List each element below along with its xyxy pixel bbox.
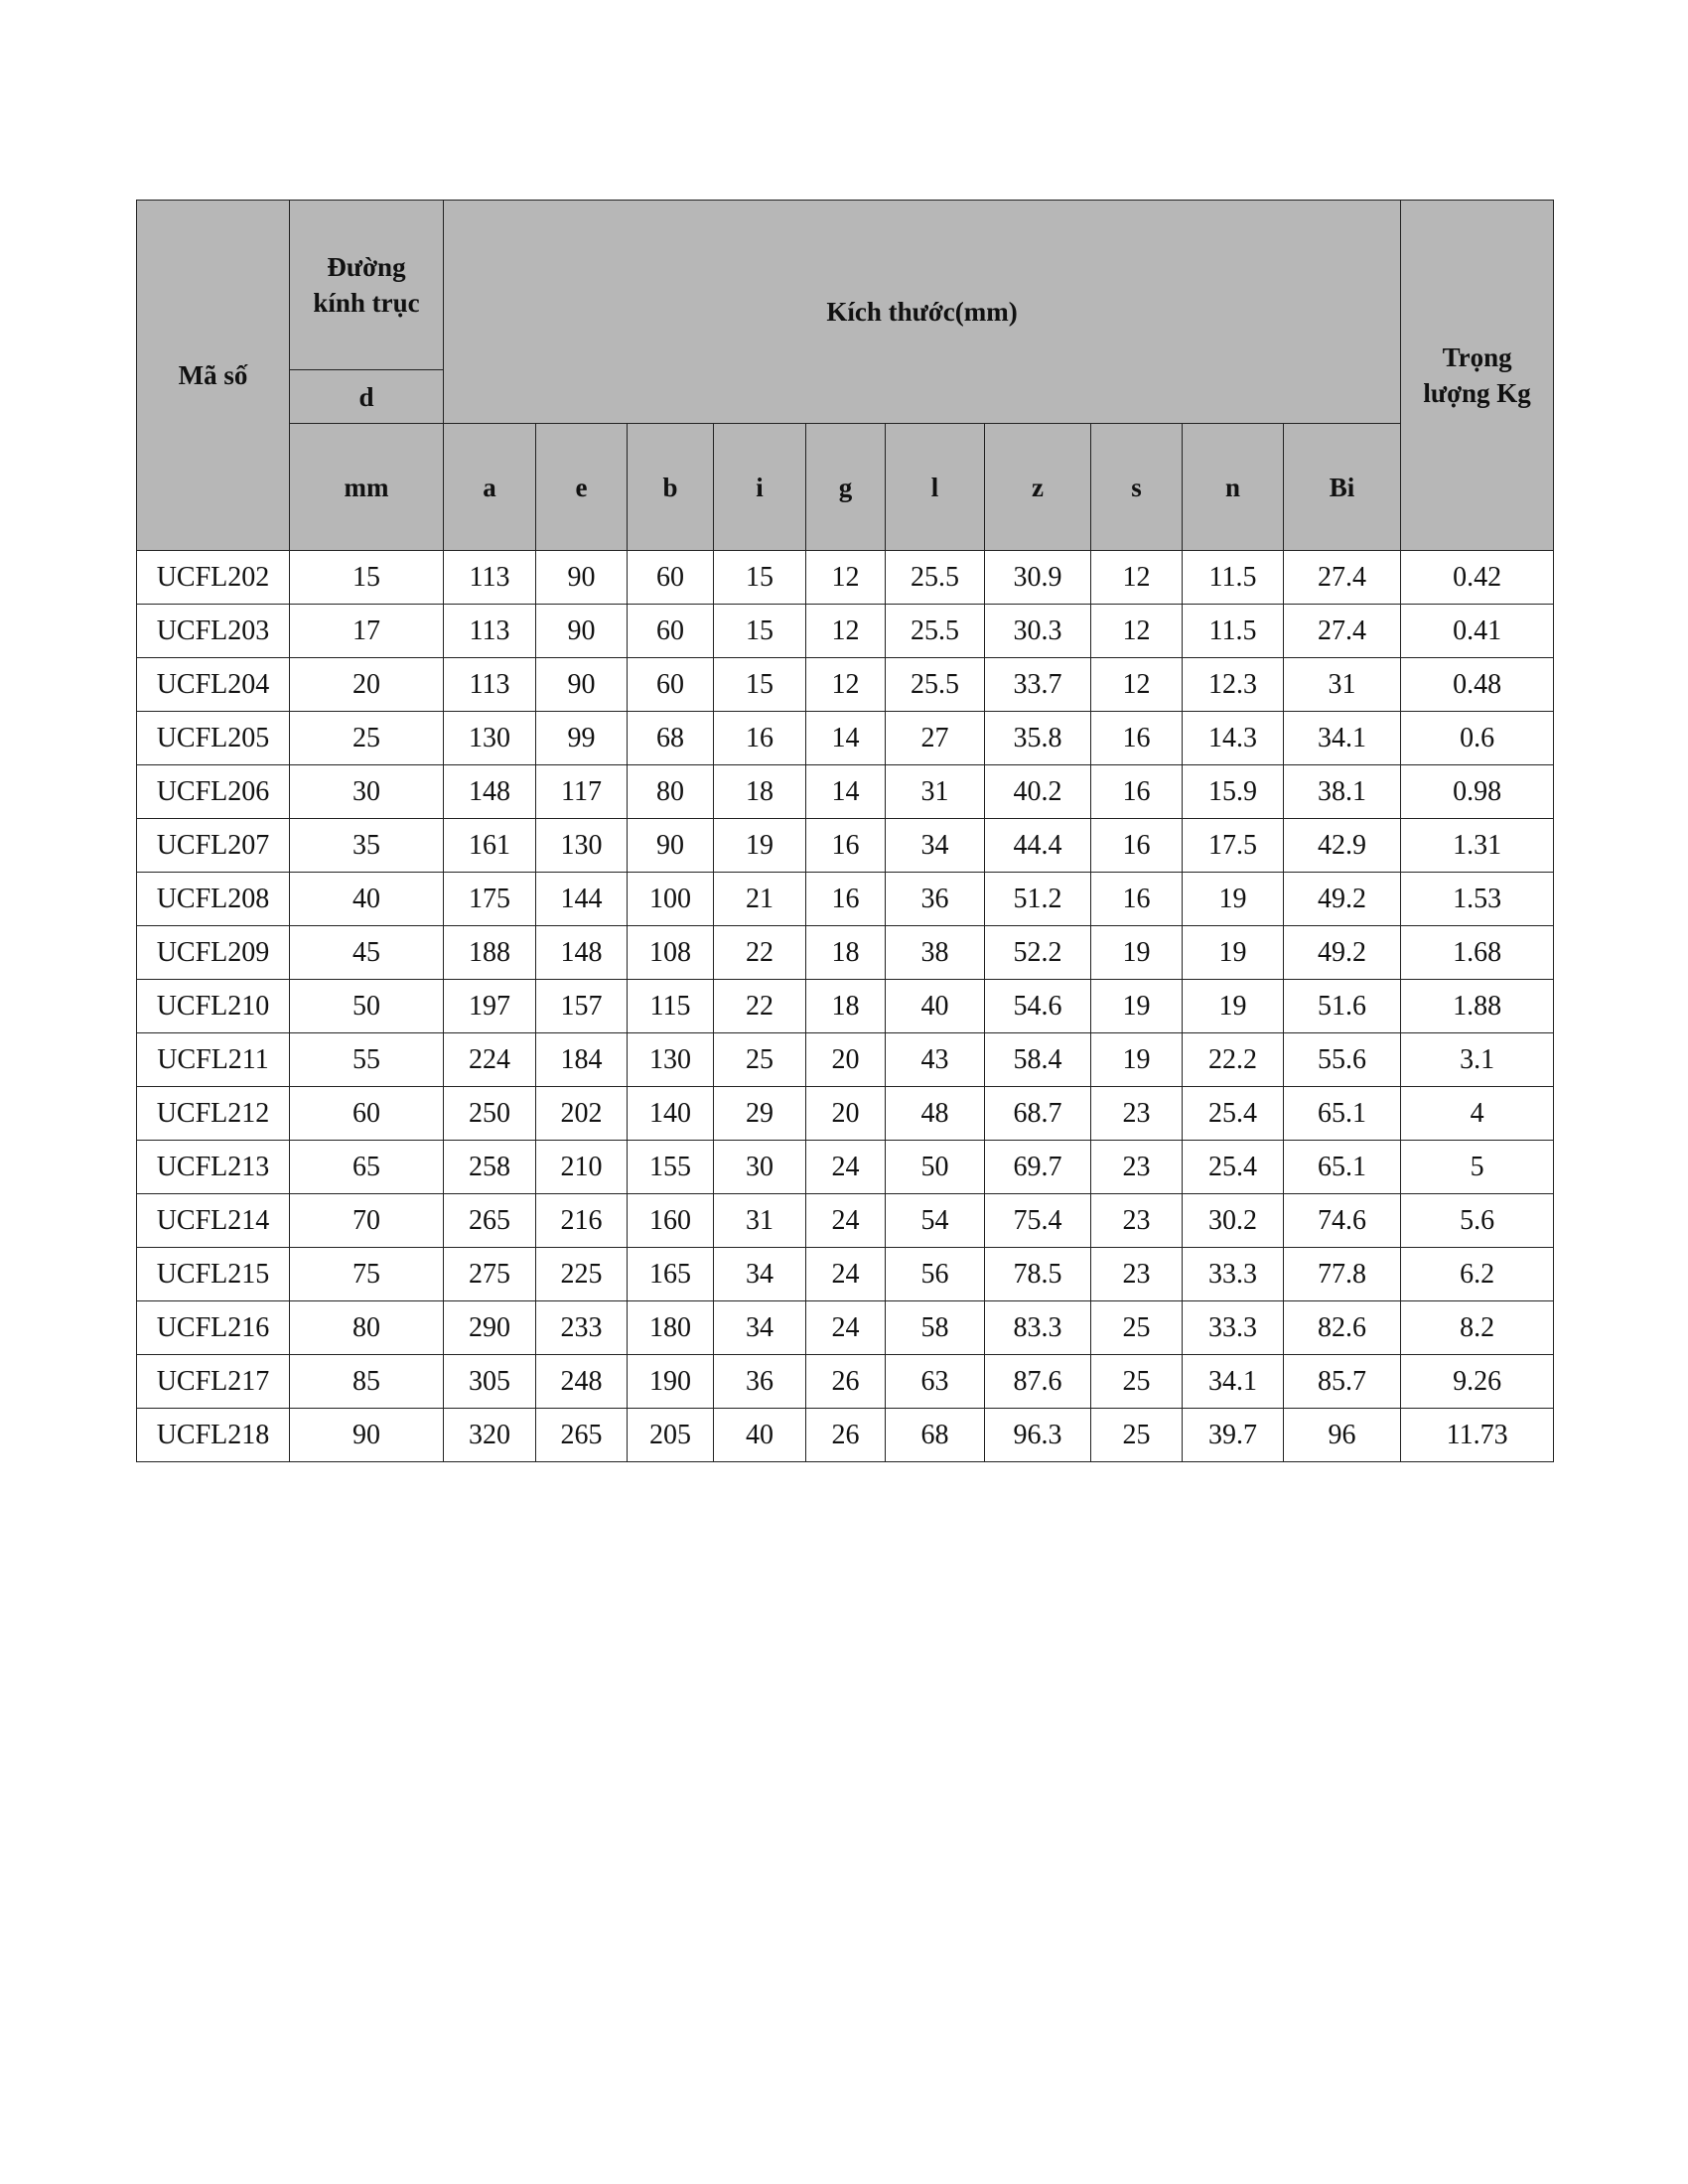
table-row: [137, 980, 1554, 1033]
table-row: [137, 605, 1554, 658]
table-cell: 157: [536, 980, 628, 1033]
cell-code: UCFL212: [137, 1087, 290, 1141]
cell-code: UCFL214: [137, 1194, 290, 1248]
table-cell: 33.3: [1183, 1248, 1284, 1301]
table-cell: 85: [290, 1355, 444, 1409]
table-cell: 30.9: [985, 551, 1091, 605]
table-cell: 68.7: [985, 1087, 1091, 1141]
table-row: [137, 926, 1554, 980]
table-cell: 31: [714, 1194, 806, 1248]
table-cell: 24: [806, 1248, 886, 1301]
table-cell: 50: [290, 980, 444, 1033]
table-cell: 35.8: [985, 712, 1091, 765]
table-cell: 155: [628, 1141, 714, 1194]
table-cell: 248: [536, 1355, 628, 1409]
cell-code: UCFL208: [137, 873, 290, 926]
table-cell: 96: [1284, 1409, 1401, 1462]
table-cell: 233: [536, 1301, 628, 1355]
table-cell: 25: [1091, 1409, 1183, 1462]
table-cell: 19: [1183, 873, 1284, 926]
header-shaft-diameter: [290, 201, 444, 370]
table-cell: 258: [444, 1141, 536, 1194]
table-cell: 49.2: [1284, 873, 1401, 926]
table-cell: 34.1: [1183, 1355, 1284, 1409]
table-cell: 12: [1091, 551, 1183, 605]
table-cell: 19: [1091, 1033, 1183, 1087]
table-cell: 36: [886, 873, 985, 926]
table-cell: 23: [1091, 1087, 1183, 1141]
table-cell: 22: [714, 980, 806, 1033]
table-cell: 216: [536, 1194, 628, 1248]
table-cell: 250: [444, 1087, 536, 1141]
table-cell: 113: [444, 605, 536, 658]
table-cell: 60: [628, 658, 714, 712]
table-cell: 34: [886, 819, 985, 873]
cell-code: UCFL209: [137, 926, 290, 980]
table-cell: 45: [290, 926, 444, 980]
table-cell: 11.73: [1401, 1409, 1554, 1462]
table-cell: 35: [290, 819, 444, 873]
header-col-z: z: [985, 424, 1091, 551]
table-cell: 130: [444, 712, 536, 765]
table-cell: 16: [1091, 873, 1183, 926]
table-cell: 1.88: [1401, 980, 1554, 1033]
table-cell: 60: [628, 605, 714, 658]
table-cell: 60: [290, 1087, 444, 1141]
bearing-spec-table: [136, 200, 1554, 1462]
header-weight-line1: Trọng: [1442, 342, 1512, 372]
table-cell: 90: [536, 658, 628, 712]
table-cell: 0.42: [1401, 551, 1554, 605]
cell-code: UCFL206: [137, 765, 290, 819]
table-cell: 27.4: [1284, 605, 1401, 658]
table-cell: 16: [1091, 819, 1183, 873]
table-cell: 265: [444, 1194, 536, 1248]
cell-code: UCFL216: [137, 1301, 290, 1355]
table-cell: 77.8: [1284, 1248, 1401, 1301]
table-cell: 82.6: [1284, 1301, 1401, 1355]
header-col-a: a: [444, 424, 536, 551]
cell-code: UCFL204: [137, 658, 290, 712]
table-cell: 1.68: [1401, 926, 1554, 980]
table-cell: 17.5: [1183, 819, 1284, 873]
table-cell: 18: [806, 926, 886, 980]
table-cell: 175: [444, 873, 536, 926]
table-cell: 55: [290, 1033, 444, 1087]
table-cell: 1.31: [1401, 819, 1554, 873]
table-cell: 184: [536, 1033, 628, 1087]
table-cell: 117: [536, 765, 628, 819]
table-cell: 68: [886, 1409, 985, 1462]
table-row: [137, 765, 1554, 819]
table-cell: 14.3: [1183, 712, 1284, 765]
table-cell: 19: [1183, 926, 1284, 980]
table-cell: 190: [628, 1355, 714, 1409]
table-cell: 11.5: [1183, 551, 1284, 605]
table-cell: 16: [1091, 765, 1183, 819]
table-cell: 23: [1091, 1248, 1183, 1301]
table-cell: 8.2: [1401, 1301, 1554, 1355]
table-cell: 144: [536, 873, 628, 926]
header-col-b: b: [628, 424, 714, 551]
header-col-n: n: [1183, 424, 1284, 551]
header-shaft-symbol: d: [290, 370, 444, 424]
table-cell: 130: [628, 1033, 714, 1087]
table-cell: 12: [1091, 605, 1183, 658]
table-cell: 40: [290, 873, 444, 926]
table-cell: 27: [886, 712, 985, 765]
table-cell: 180: [628, 1301, 714, 1355]
table-cell: 1.53: [1401, 873, 1554, 926]
table-cell: 25.5: [886, 658, 985, 712]
table-cell: 290: [444, 1301, 536, 1355]
table-row: [137, 819, 1554, 873]
cell-code: UCFL207: [137, 819, 290, 873]
cell-code: UCFL217: [137, 1355, 290, 1409]
table-cell: 115: [628, 980, 714, 1033]
table-cell: 24: [806, 1141, 886, 1194]
table-cell: 113: [444, 658, 536, 712]
table-cell: 99: [536, 712, 628, 765]
table-cell: 0.6: [1401, 712, 1554, 765]
table-cell: 22: [714, 926, 806, 980]
table-row: [137, 1087, 1554, 1141]
table-cell: 6.2: [1401, 1248, 1554, 1301]
table-cell: 20: [806, 1087, 886, 1141]
table-cell: 197: [444, 980, 536, 1033]
table-cell: 108: [628, 926, 714, 980]
table-cell: 38: [886, 926, 985, 980]
table-cell: 54: [886, 1194, 985, 1248]
table-row: [137, 1409, 1554, 1462]
table-cell: 68: [628, 712, 714, 765]
table-cell: 25: [1091, 1355, 1183, 1409]
table-cell: 3.1: [1401, 1033, 1554, 1087]
table-cell: 265: [536, 1409, 628, 1462]
table-cell: 90: [628, 819, 714, 873]
table-cell: 16: [806, 873, 886, 926]
table-cell: 69.7: [985, 1141, 1091, 1194]
header-dimensions: Kích thước(mm): [444, 201, 1401, 424]
table-row: [137, 1355, 1554, 1409]
table-cell: 12: [806, 658, 886, 712]
header-col-e: e: [536, 424, 628, 551]
cell-code: UCFL202: [137, 551, 290, 605]
table-cell: 25: [714, 1033, 806, 1087]
cell-code: UCFL213: [137, 1141, 290, 1194]
table-cell: 19: [1183, 980, 1284, 1033]
table-row: [137, 1248, 1554, 1301]
table-cell: 14: [806, 712, 886, 765]
table-cell: 0.41: [1401, 605, 1554, 658]
table-cell: 42.9: [1284, 819, 1401, 873]
cell-code: UCFL210: [137, 980, 290, 1033]
table-cell: 16: [714, 712, 806, 765]
table-cell: 34: [714, 1301, 806, 1355]
table-cell: 54.6: [985, 980, 1091, 1033]
table-cell: 25: [1091, 1301, 1183, 1355]
table-cell: 205: [628, 1409, 714, 1462]
table-cell: 27.4: [1284, 551, 1401, 605]
table-row: [137, 873, 1554, 926]
table-cell: 225: [536, 1248, 628, 1301]
table-cell: 16: [806, 819, 886, 873]
table-cell: 51.6: [1284, 980, 1401, 1033]
table-cell: 16: [1091, 712, 1183, 765]
table-cell: 305: [444, 1355, 536, 1409]
cell-code: UCFL203: [137, 605, 290, 658]
table-cell: 165: [628, 1248, 714, 1301]
table-cell: 18: [714, 765, 806, 819]
table-cell: 31: [1284, 658, 1401, 712]
table-cell: 320: [444, 1409, 536, 1462]
table-cell: 15: [714, 658, 806, 712]
table-cell: 80: [290, 1301, 444, 1355]
header-col-bi: Bi: [1284, 424, 1401, 551]
table-cell: 30.3: [985, 605, 1091, 658]
table-cell: 60: [628, 551, 714, 605]
header-unit: mm: [290, 424, 444, 551]
table-cell: 65.1: [1284, 1087, 1401, 1141]
table-cell: 83.3: [985, 1301, 1091, 1355]
table-cell: 15: [714, 551, 806, 605]
table-cell: 23: [1091, 1141, 1183, 1194]
table-cell: 43: [886, 1033, 985, 1087]
table-cell: 140: [628, 1087, 714, 1141]
table-cell: 50: [886, 1141, 985, 1194]
table-cell: 33.3: [1183, 1301, 1284, 1355]
table-cell: 18: [806, 980, 886, 1033]
table-cell: 275: [444, 1248, 536, 1301]
table-cell: 58.4: [985, 1033, 1091, 1087]
table-cell: 12: [806, 551, 886, 605]
header-weight: [1401, 201, 1554, 551]
header-code: Mã số: [137, 201, 290, 551]
table-cell: 21: [714, 873, 806, 926]
table-cell: 24: [806, 1301, 886, 1355]
table-cell: 65.1: [1284, 1141, 1401, 1194]
table-cell: 58: [886, 1301, 985, 1355]
table-cell: 5.6: [1401, 1194, 1554, 1248]
table-cell: 51.2: [985, 873, 1091, 926]
table-row: [137, 551, 1554, 605]
table-cell: 29: [714, 1087, 806, 1141]
table-cell: 55.6: [1284, 1033, 1401, 1087]
table-cell: 113: [444, 551, 536, 605]
header-shaft-line1: Đường: [327, 252, 406, 282]
table-cell: 44.4: [985, 819, 1091, 873]
table-cell: 19: [1091, 980, 1183, 1033]
table-cell: 0.48: [1401, 658, 1554, 712]
table-row: [137, 1301, 1554, 1355]
header-col-g: g: [806, 424, 886, 551]
table-cell: 40: [886, 980, 985, 1033]
table-cell: 38.1: [1284, 765, 1401, 819]
table-cell: 15: [714, 605, 806, 658]
header-weight-line2: lượng Kg: [1423, 378, 1531, 408]
table-cell: 75: [290, 1248, 444, 1301]
table-row: [137, 1033, 1554, 1087]
table-cell: 20: [290, 658, 444, 712]
table-cell: 12.3: [1183, 658, 1284, 712]
table-row: [137, 1194, 1554, 1248]
table-cell: 100: [628, 873, 714, 926]
table-row: [137, 1141, 1554, 1194]
table-cell: 25.4: [1183, 1087, 1284, 1141]
cell-code: UCFL218: [137, 1409, 290, 1462]
table-cell: 36: [714, 1355, 806, 1409]
header-col-l: l: [886, 424, 985, 551]
header-col-i: i: [714, 424, 806, 551]
table-cell: 56: [886, 1248, 985, 1301]
table-cell: 65: [290, 1141, 444, 1194]
table-cell: 87.6: [985, 1355, 1091, 1409]
cell-code: UCFL215: [137, 1248, 290, 1301]
table-cell: 148: [536, 926, 628, 980]
table-cell: 39.7: [1183, 1409, 1284, 1462]
table-cell: 33.7: [985, 658, 1091, 712]
table-cell: 90: [290, 1409, 444, 1462]
table-cell: 11.5: [1183, 605, 1284, 658]
table-row: [137, 658, 1554, 712]
table-cell: 224: [444, 1033, 536, 1087]
table-cell: 202: [536, 1087, 628, 1141]
table-cell: 30: [290, 765, 444, 819]
table-cell: 0.98: [1401, 765, 1554, 819]
table-cell: 130: [536, 819, 628, 873]
header-shaft-line2: kính trục: [313, 288, 420, 318]
table-cell: 5: [1401, 1141, 1554, 1194]
cell-code: UCFL211: [137, 1033, 290, 1087]
table-cell: 70: [290, 1194, 444, 1248]
table-cell: 23: [1091, 1194, 1183, 1248]
table-cell: 34.1: [1284, 712, 1401, 765]
table-cell: 4: [1401, 1087, 1554, 1141]
table-cell: 160: [628, 1194, 714, 1248]
table-cell: 14: [806, 765, 886, 819]
table-cell: 26: [806, 1409, 886, 1462]
table-cell: 188: [444, 926, 536, 980]
table-cell: 48: [886, 1087, 985, 1141]
header-col-s: s: [1091, 424, 1183, 551]
table-cell: 15.9: [1183, 765, 1284, 819]
table-cell: 20: [806, 1033, 886, 1087]
table-cell: 31: [886, 765, 985, 819]
table-cell: 90: [536, 551, 628, 605]
table-cell: 26: [806, 1355, 886, 1409]
table-cell: 24: [806, 1194, 886, 1248]
table-cell: 12: [806, 605, 886, 658]
table-cell: 90: [536, 605, 628, 658]
table-cell: 17: [290, 605, 444, 658]
table-cell: 30.2: [1183, 1194, 1284, 1248]
table-cell: 19: [1091, 926, 1183, 980]
table-cell: 22.2: [1183, 1033, 1284, 1087]
table-cell: 161: [444, 819, 536, 873]
table-cell: 34: [714, 1248, 806, 1301]
cell-code: UCFL205: [137, 712, 290, 765]
table-cell: 25.4: [1183, 1141, 1284, 1194]
table-cell: 52.2: [985, 926, 1091, 980]
table-cell: 25.5: [886, 551, 985, 605]
table-cell: 12: [1091, 658, 1183, 712]
table-cell: 40: [714, 1409, 806, 1462]
table-cell: 19: [714, 819, 806, 873]
table-cell: 15: [290, 551, 444, 605]
table-cell: 75.4: [985, 1194, 1091, 1248]
table-cell: 63: [886, 1355, 985, 1409]
table-cell: 96.3: [985, 1409, 1091, 1462]
table-cell: 80: [628, 765, 714, 819]
table-cell: 148: [444, 765, 536, 819]
table-cell: 30: [714, 1141, 806, 1194]
table-cell: 85.7: [1284, 1355, 1401, 1409]
table-cell: 40.2: [985, 765, 1091, 819]
table-cell: 25: [290, 712, 444, 765]
table-cell: 78.5: [985, 1248, 1091, 1301]
table-cell: 74.6: [1284, 1194, 1401, 1248]
table-row: [137, 712, 1554, 765]
table-cell: 9.26: [1401, 1355, 1554, 1409]
table-cell: 210: [536, 1141, 628, 1194]
table-cell: 25.5: [886, 605, 985, 658]
table-cell: 49.2: [1284, 926, 1401, 980]
